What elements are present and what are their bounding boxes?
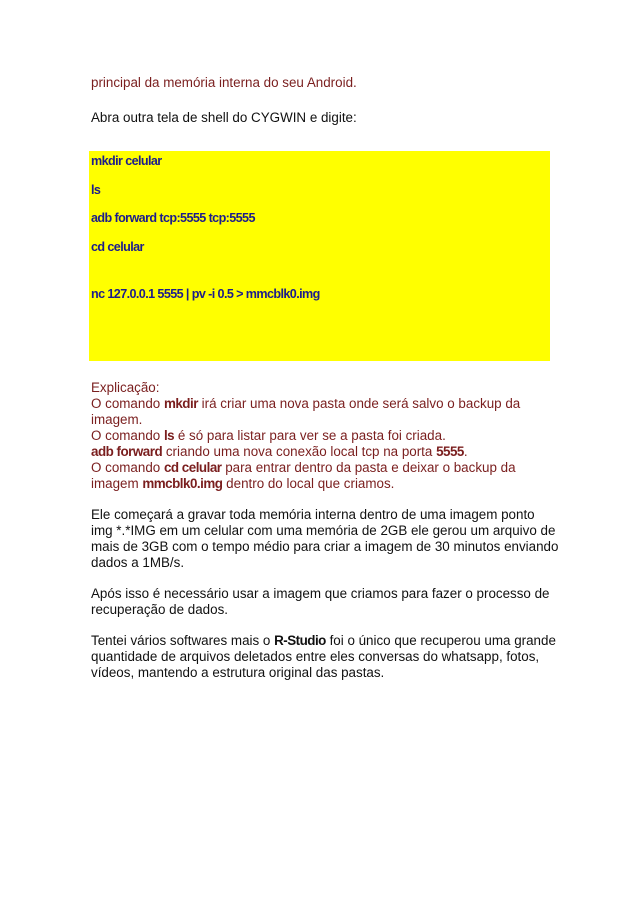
text: Tentei vários softwares mais o xyxy=(91,633,275,648)
command-mkdir: mkdir celular xyxy=(91,154,162,168)
explanation-ls xyxy=(91,428,446,444)
instruction-line: Abra outra tela de shell do CYGWIN e digite: xyxy=(91,110,357,125)
explanation-heading: Explicação: xyxy=(91,380,160,395)
command-adb-forward: adb forward tcp:5555 tcp:5555 xyxy=(91,211,255,225)
keyword-adb-forward: adb forward xyxy=(91,444,163,459)
text: O comando xyxy=(91,396,164,411)
command-nc: nc 127.0.0.1 5555 | pv -i 0.5 > mmcblk0.img xyxy=(91,287,320,301)
para3-line2: quantidade de arquivos deletados entre eles conversas do whatsapp, fotos, xyxy=(91,649,540,664)
keyword-cd-celular: cd celular xyxy=(163,460,222,475)
keyword-port: 5555 xyxy=(436,444,464,459)
text: criando uma nova conexão local tcp na porta xyxy=(162,444,437,459)
text: para entrar dentro da pasta e deixar o backup da xyxy=(221,460,516,475)
text: dentro do local que criamos. xyxy=(222,476,395,491)
explanation-adb xyxy=(91,444,468,460)
explanation-image xyxy=(91,476,394,492)
text: O comando xyxy=(91,460,164,475)
command-cd: cd celular xyxy=(91,240,144,254)
keyword-ls: ls xyxy=(163,428,175,443)
command-ls: ls xyxy=(91,183,101,197)
text: foi o único que recuperou uma grande xyxy=(325,633,556,648)
keyword-mkdir: mkdir xyxy=(163,396,198,411)
para1-line4: dados a 1MB/s. xyxy=(91,555,185,570)
keyword-r-studio: R-Studio xyxy=(274,633,326,648)
explanation-mkdir-cont: imagem. xyxy=(91,412,143,427)
explanation-cd xyxy=(91,460,516,476)
text: imagem xyxy=(91,476,143,491)
para1-line2: img *.*IMG em um celular com uma memória de 2GB ele gerou um arquivo de xyxy=(91,523,556,538)
para1-line1: Ele começará a gravar toda memória interna dentro de uma imagem ponto xyxy=(91,507,535,522)
text: O comando xyxy=(91,428,164,443)
para2-line1: Após isso é necessário usar a imagem que criamos para fazer o processo de xyxy=(91,586,550,601)
command-block xyxy=(89,151,550,361)
text: . xyxy=(463,444,468,459)
para3-line3: vídeos, mantendo a estrutura original das pastas. xyxy=(91,665,385,680)
text: irá criar uma nova pasta onde será salvo o backup da xyxy=(197,396,521,411)
intro-line: principal da memória interna do seu Android. xyxy=(91,75,357,90)
para3-line1 xyxy=(91,633,556,649)
text: é só para listar para ver se a pasta foi criada. xyxy=(174,428,446,443)
para1-line3: mais de 3GB com o tempo médio para criar a imagem de 30 minutos enviando xyxy=(91,539,559,554)
para2-line2: recuperação de dados. xyxy=(91,602,228,617)
explanation-mkdir xyxy=(91,396,520,412)
keyword-image-file: mmcblk0.img xyxy=(142,476,223,491)
